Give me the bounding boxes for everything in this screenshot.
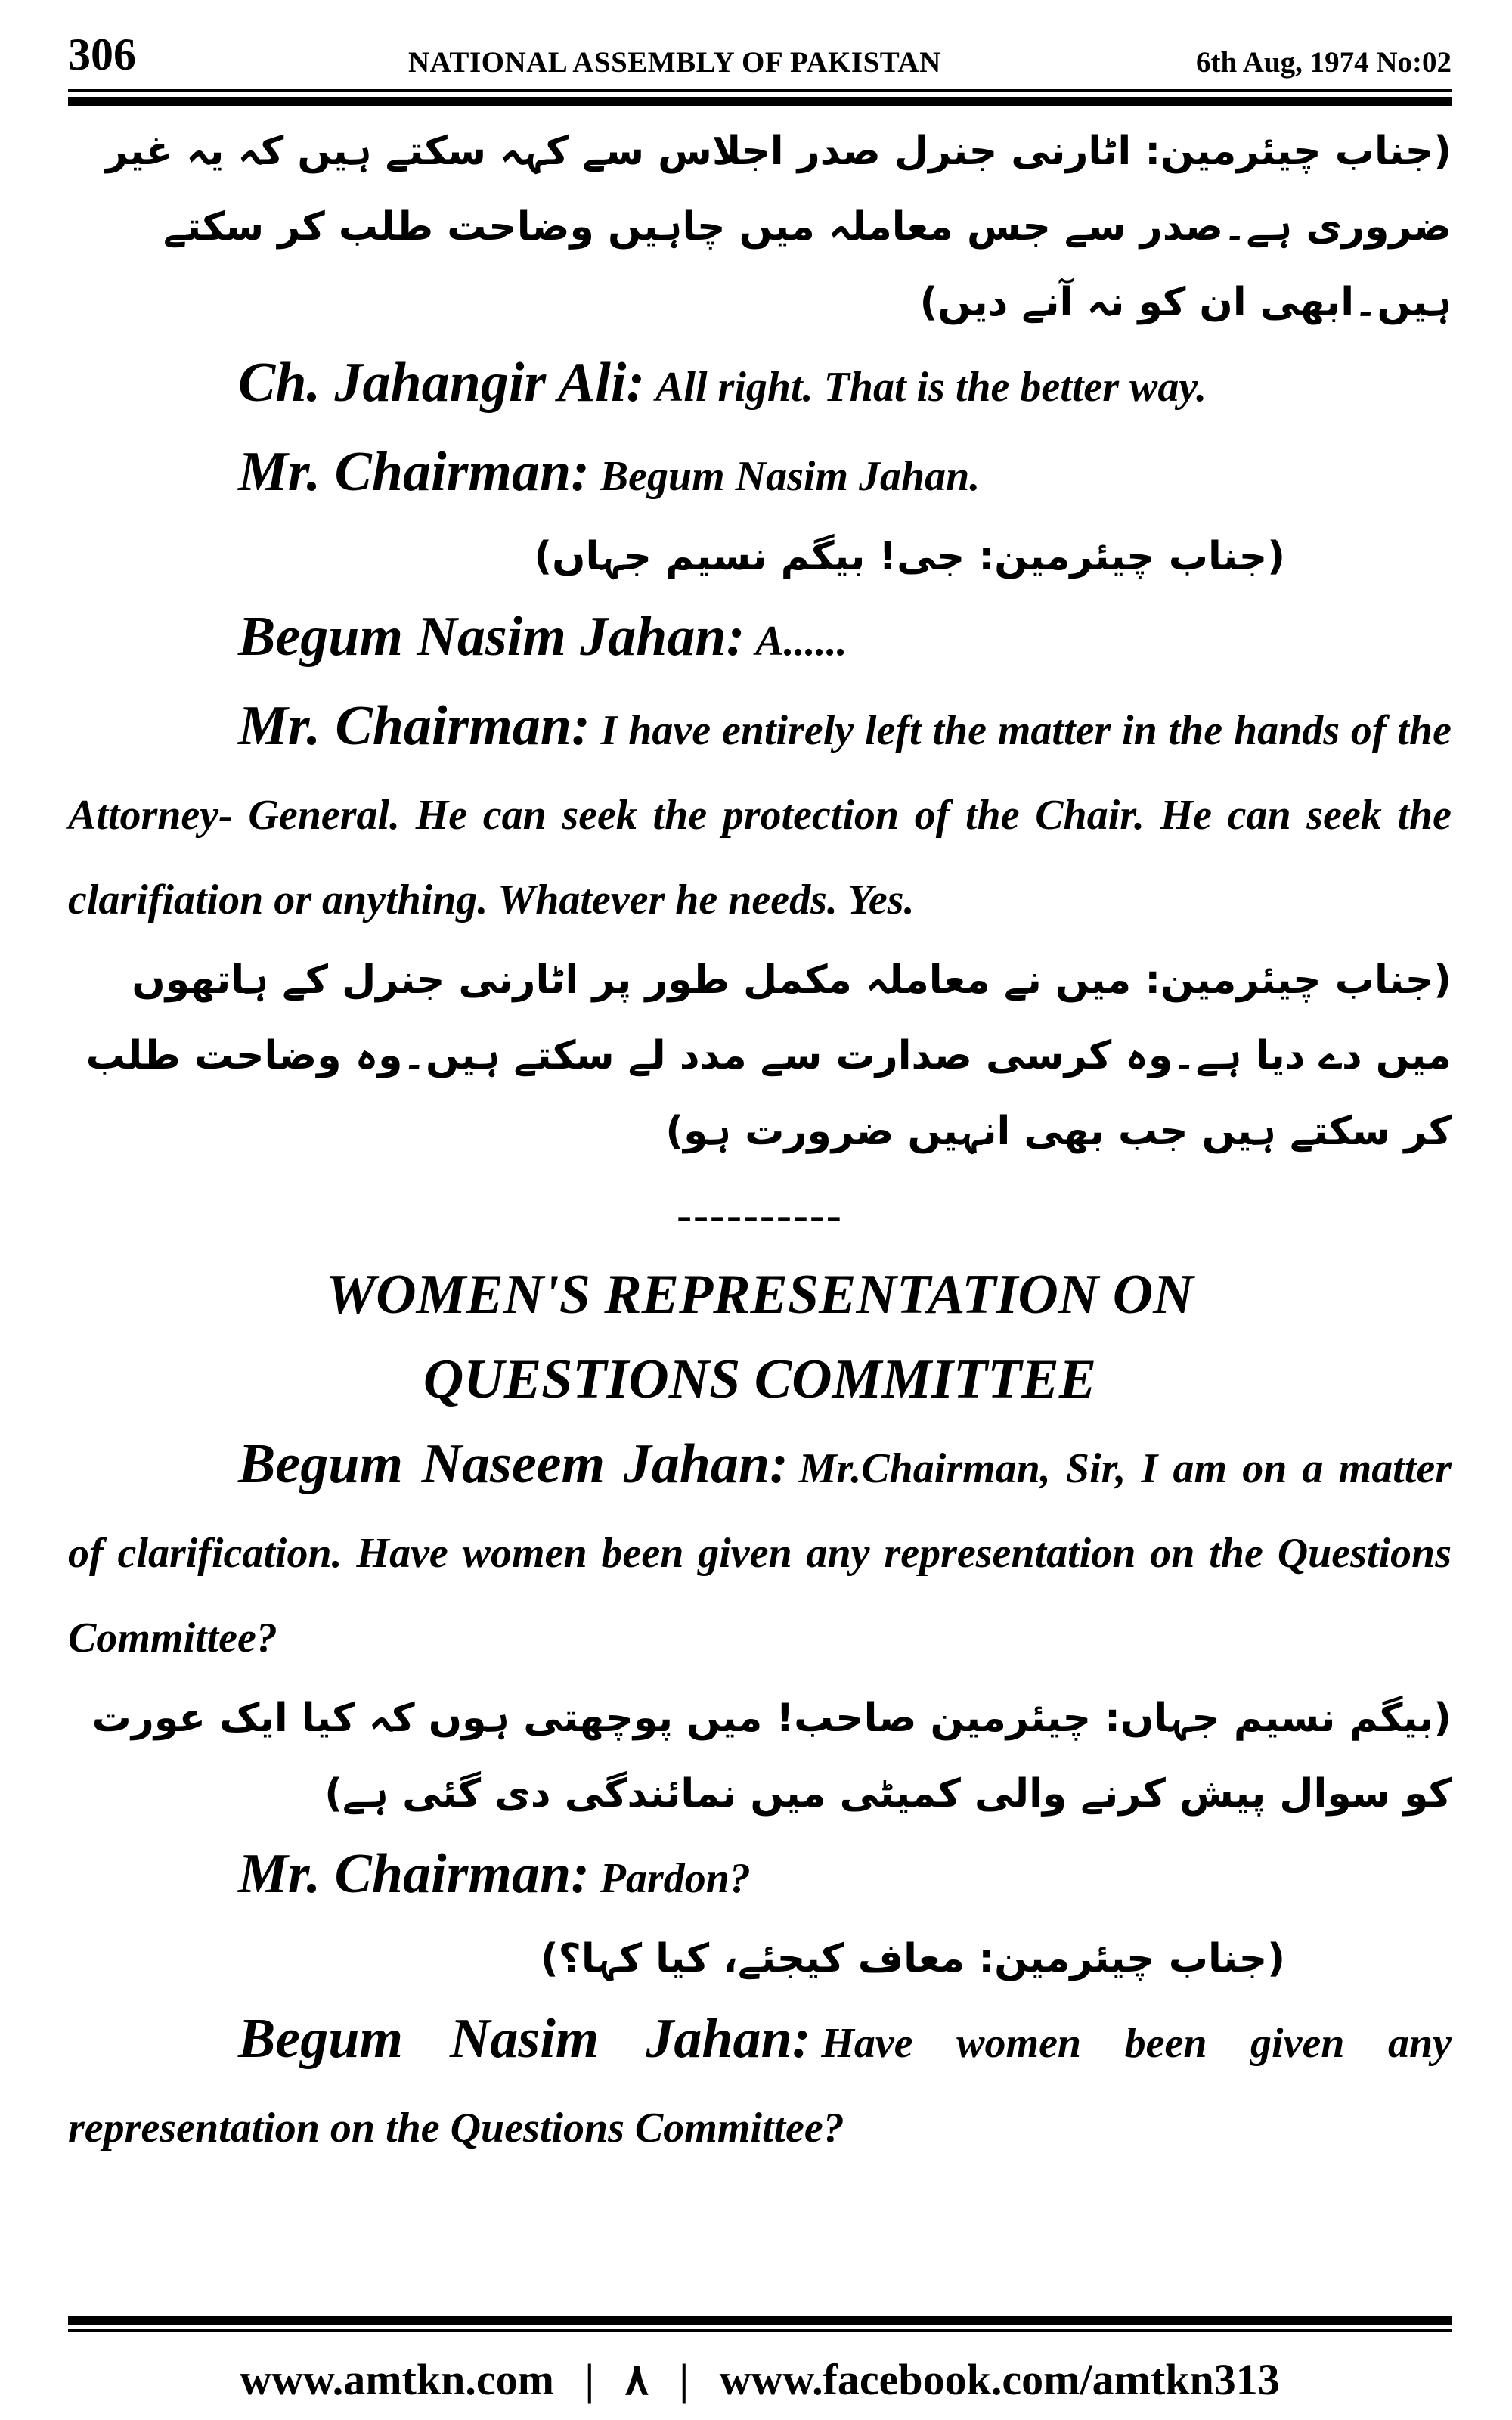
heading-line: QUESTIONS COMMITTEE: [423, 1348, 1097, 1410]
page-number: 306: [68, 29, 136, 79]
speech-text: Begum Nasim Jahan.: [600, 453, 981, 500]
speaker-name: Begum Nasim Jahan:: [238, 2008, 811, 2070]
section-separator: ----------: [677, 1190, 843, 1239]
speaker-name: Mr. Chairman:: [238, 1843, 590, 1905]
header-rule-thin: [68, 89, 1452, 92]
speech-paragraph: [68, 594, 1452, 684]
page-header: [68, 29, 1452, 82]
urdu-translation: (جناب چیئرمین: اٹارنی جنرل صدر اجلاس سے کہہ سکتے ہیں کہ یہ غیر ضروری ہے۔صدر سے جس معاملہ میں چاہیں وضاحت طلب کر سکتے ہیں۔ابھی ان کو نہ آنے دیں): [105, 129, 1452, 325]
urdu-translation: (جناب چیئرمین: جی! بیگم نسیم جہاں): [534, 534, 1285, 579]
speaker-name: Mr. Chairman:: [238, 695, 590, 757]
speech-text: Mr.Chairman, Sir, I am on a matter of clarification. Have women been given any representation on the Questions Committee?: [68, 1445, 1452, 1661]
website-link[interactable]: www.amtkn.com: [240, 2355, 554, 2404]
speech-paragraph: [68, 684, 1452, 942]
footer-rule-thin: [68, 2329, 1452, 2332]
footer-separator-left: |: [584, 2355, 595, 2404]
heading-line: WOMEN'S REPRESENTATION ON: [326, 1264, 1194, 1326]
urdu-translation: (جناب چیئرمین: میں نے معاملہ مکمل طور پر اٹارنی جنرل کے ہاتھوں میں دے دیا ہے۔وہ کرسی صدارت سے مدد لے سکتے ہیں۔وہ وضاحت طلب کر سکتے ہیں جب بھی انہیں ضرورت ہو): [85, 957, 1452, 1154]
footer-rule-thick: [68, 2316, 1452, 2325]
speech-paragraph: [68, 340, 1452, 430]
speech-paragraph: [68, 1832, 1452, 1921]
urdu-page-number: ۸: [624, 2355, 649, 2404]
speaker-name: Begum Nasim Jahan:: [238, 606, 745, 668]
speech-paragraph: [68, 1996, 1452, 2170]
speech-text: A......: [755, 618, 847, 665]
speech-text: All right. That is the better way.: [655, 364, 1207, 411]
running-title: NATIONAL ASSEMBLY OF PAKISTAN: [408, 46, 941, 79]
footer-separator-right: |: [679, 2355, 689, 2404]
facebook-link[interactable]: www.facebook.com/amtkn313: [719, 2355, 1280, 2404]
urdu-translation: (بیگم نسیم جہاں: چیئرمین صاحب! میں پوچھتی ہوں کہ کیا ایک عورت کو سوال پیش کرنے والی کمیٹی میں نمائندگی دی گئی ہے): [91, 1696, 1452, 1817]
speech-paragraph: [68, 430, 1452, 519]
speech-paragraph: [68, 1422, 1452, 1680]
speaker-name: Mr. Chairman:: [238, 441, 590, 503]
speech-text: I have entirely left the matter in the hands of the Attorney- General. He can seek the protection of the Chair. He can seek the clarifiation or anything. Whatever he needs. Yes.: [68, 707, 1452, 923]
page-body: [68, 113, 1452, 2170]
section-heading: [68, 1252, 1452, 1422]
urdu-translation: (جناب چیئرمین: معاف کیجئے، کیا کہا؟): [540, 1936, 1285, 1981]
session-date: 6th Aug, 1974 No:02: [1195, 46, 1452, 79]
speaker-name: Ch. Jahangir Ali:: [238, 352, 646, 414]
speech-text: Pardon?: [600, 1855, 751, 1902]
header-rule-thick: [68, 97, 1452, 106]
speaker-name: Begum Naseem Jahan:: [238, 1433, 789, 1495]
speech-text: Have women been given any representation on the Questions Committee?: [68, 2020, 1452, 2152]
page-footer: [68, 2353, 1452, 2405]
